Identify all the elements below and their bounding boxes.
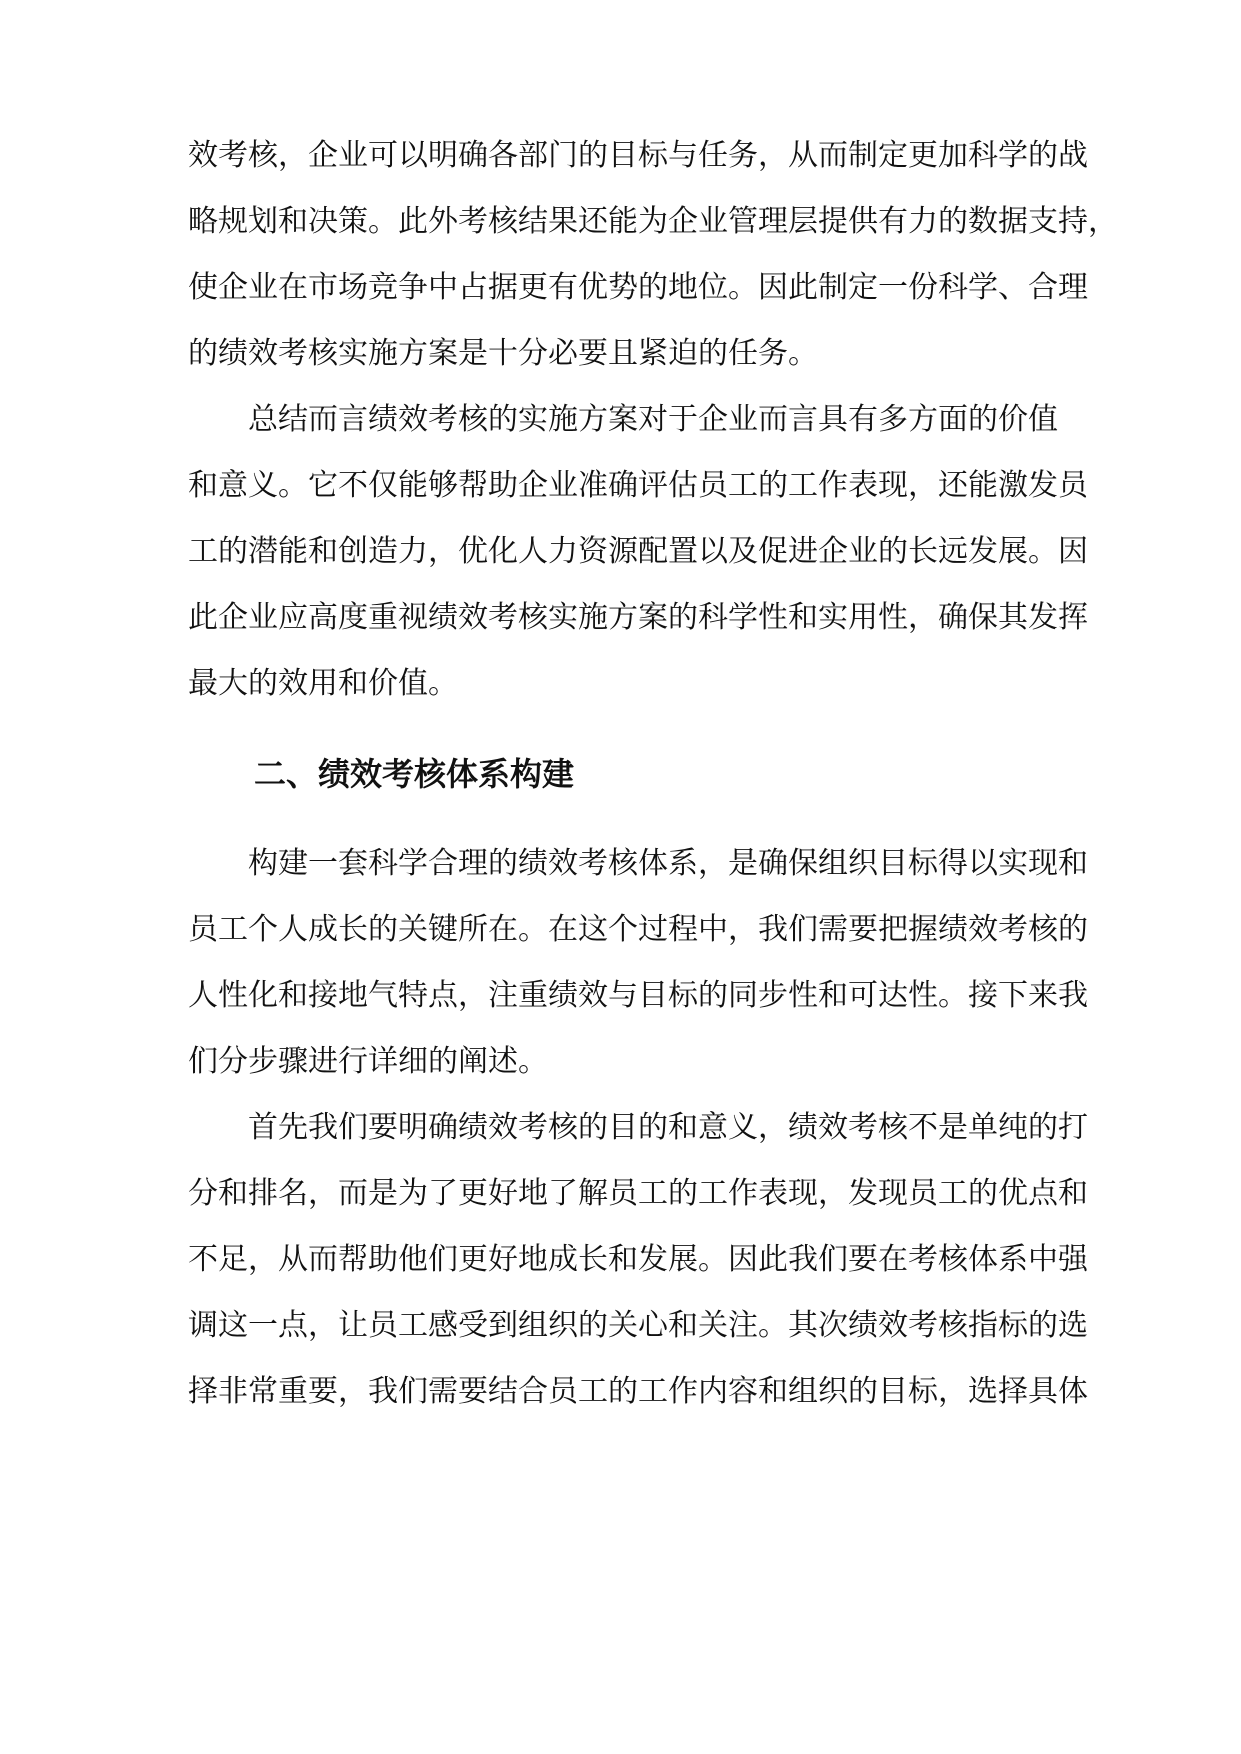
text-line: 首先我们要明确绩效考核的目的和意义，绩效考核不是单纯的打 <box>248 1110 1088 1145</box>
text-line: 此企业应高度重视绩效考核实施方案的科学性和实用性，确保其发挥 <box>188 600 1088 635</box>
text-line: 员工个人成长的关键所在。在这个过程中，我们需要把握绩效考核的 <box>188 912 1088 947</box>
text-line: 分和排名，而是为了更好地了解员工的工作表现，发现员工的优点和 <box>188 1176 1088 1211</box>
text-line: 人性化和接地气特点，注重绩效与目标的同步性和可达性。接下来我 <box>188 978 1088 1013</box>
text-line: 择非常重要，我们需要结合员工的工作内容和组织的目标，选择具体 <box>188 1374 1088 1409</box>
text-line: 工的潜能和创造力，优化人力资源配置以及促进企业的长远发展。因 <box>188 534 1088 569</box>
text-line: 调这一点，让员工感受到组织的关心和关注。其次绩效考核指标的选 <box>188 1308 1088 1343</box>
text-line: 使企业在市场竞争中占据更有优势的地位。因此制定一份科学、合理 <box>188 270 1088 305</box>
text-line: 不足，从而帮助他们更好地成长和发展。因此我们要在考核体系中强 <box>188 1242 1088 1277</box>
text-line: 和意义。它不仅能够帮助企业准确评估员工的工作表现，还能激发员 <box>188 468 1088 503</box>
text-line: 最大的效用和价值。 <box>188 666 458 701</box>
section-heading: 二、绩效考核体系构建 <box>254 755 575 793</box>
text-line: 略规划和决策。此外考核结果还能为企业管理层提供有力的数据支持， <box>188 204 1118 239</box>
text-line: 总结而言绩效考核的实施方案对于企业而言具有多方面的价值 <box>248 402 1058 437</box>
text-line: 们分步骤进行详细的阐述。 <box>188 1044 548 1079</box>
text-line: 构建一套科学合理的绩效考核体系，是确保组织目标得以实现和 <box>248 846 1088 881</box>
text-line: 的绩效考核实施方案是十分必要且紧迫的任务。 <box>188 336 818 371</box>
text-line: 效考核，企业可以明确各部门的目标与任务，从而制定更加科学的战 <box>188 138 1088 173</box>
